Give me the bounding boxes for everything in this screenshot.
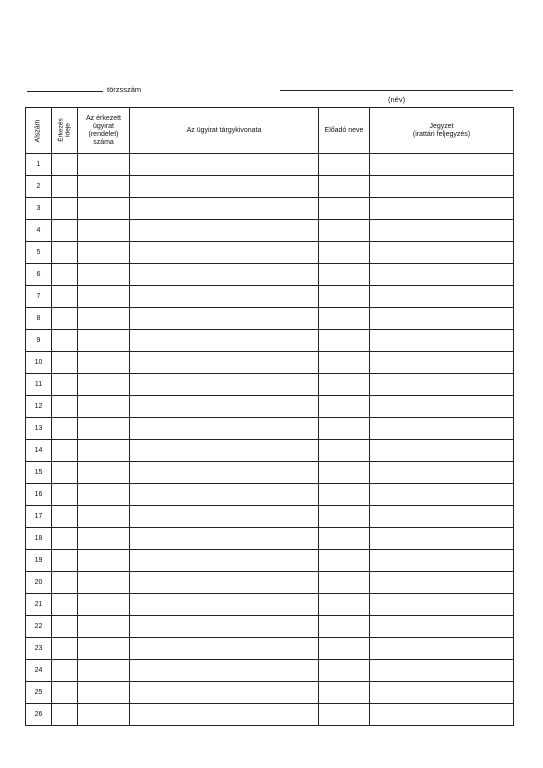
subject-cell[interactable]	[130, 440, 319, 462]
table-row	[26, 352, 514, 374]
col-header-ugyirat	[78, 108, 130, 154]
row-number-cell: 7	[26, 286, 52, 308]
table-row	[26, 528, 514, 550]
document-number-cell[interactable]	[78, 528, 130, 550]
document-number-cell[interactable]	[78, 682, 130, 704]
officer-cell[interactable]	[319, 220, 370, 242]
officer-cell[interactable]	[319, 176, 370, 198]
document-number-cell[interactable]	[78, 506, 130, 528]
table-row	[26, 440, 514, 462]
row-number-cell: 20	[26, 572, 52, 594]
note-cell[interactable]	[370, 462, 514, 484]
arrival-date-cell[interactable]	[52, 352, 78, 374]
officer-cell[interactable]	[319, 440, 370, 462]
arrival-date-cell[interactable]	[52, 506, 78, 528]
arrival-date-cell[interactable]	[52, 374, 78, 396]
arrival-date-cell[interactable]	[52, 638, 78, 660]
row-number-cell: 10	[26, 352, 52, 374]
row-number-cell: 3	[26, 198, 52, 220]
officer-cell[interactable]	[319, 352, 370, 374]
subject-cell[interactable]	[130, 704, 319, 726]
col-header-alszam	[26, 108, 52, 154]
alszam-label: Alszám	[34, 119, 42, 142]
subject-cell[interactable]	[130, 198, 319, 220]
col-header-erkezes	[52, 108, 78, 154]
document-number-cell[interactable]	[78, 330, 130, 352]
officer-cell[interactable]	[319, 528, 370, 550]
torzsszam-label: törzsszám	[107, 85, 142, 94]
table-row	[26, 396, 514, 418]
table-row	[26, 176, 514, 198]
note-cell[interactable]	[370, 374, 514, 396]
note-cell[interactable]	[370, 638, 514, 660]
arrival-date-cell[interactable]	[52, 528, 78, 550]
table-row	[26, 308, 514, 330]
note-cell[interactable]	[370, 154, 514, 176]
arrival-date-cell[interactable]	[52, 330, 78, 352]
arrival-date-cell[interactable]	[52, 594, 78, 616]
document-number-cell[interactable]	[78, 440, 130, 462]
arrival-date-cell[interactable]	[52, 242, 78, 264]
row-number-cell: 5	[26, 242, 52, 264]
table-header-row	[26, 108, 514, 154]
subject-cell[interactable]	[130, 506, 319, 528]
table-row	[26, 704, 514, 726]
row-number-cell: 17	[26, 506, 52, 528]
table-row	[26, 594, 514, 616]
document-number-cell[interactable]	[78, 154, 130, 176]
note-cell[interactable]	[370, 660, 514, 682]
erkezes-line2: ideje	[64, 123, 72, 137]
row-number-cell: 4	[26, 220, 52, 242]
note-cell[interactable]	[370, 198, 514, 220]
note-cell[interactable]	[370, 418, 514, 440]
note-cell[interactable]	[370, 330, 514, 352]
note-cell[interactable]	[370, 572, 514, 594]
document-number-cell[interactable]	[78, 418, 130, 440]
arrival-date-cell[interactable]	[52, 286, 78, 308]
arrival-date-cell[interactable]	[52, 616, 78, 638]
row-number-cell: 1	[26, 154, 52, 176]
table-row	[26, 242, 514, 264]
table-row	[26, 198, 514, 220]
officer-cell[interactable]	[319, 616, 370, 638]
subject-cell[interactable]	[130, 550, 319, 572]
subject-cell[interactable]	[130, 572, 319, 594]
officer-cell[interactable]	[319, 154, 370, 176]
document-number-cell[interactable]	[78, 396, 130, 418]
arrival-date-cell[interactable]	[52, 264, 78, 286]
officer-cell[interactable]	[319, 462, 370, 484]
subject-cell[interactable]	[130, 484, 319, 506]
document-number-cell[interactable]	[78, 264, 130, 286]
arrival-date-cell[interactable]	[52, 220, 78, 242]
document-number-cell[interactable]	[78, 484, 130, 506]
arrival-date-cell[interactable]	[52, 308, 78, 330]
arrival-date-cell[interactable]	[52, 572, 78, 594]
subject-cell[interactable]	[130, 264, 319, 286]
document-number-cell[interactable]	[78, 308, 130, 330]
table-row	[26, 484, 514, 506]
table-row	[26, 264, 514, 286]
officer-cell[interactable]	[319, 550, 370, 572]
arrival-date-cell[interactable]	[52, 704, 78, 726]
erkezes-line1: Érkezés	[57, 118, 65, 142]
note-cell[interactable]	[370, 264, 514, 286]
torzsszam-line[interactable]	[27, 91, 103, 92]
note-cell[interactable]	[370, 286, 514, 308]
ugyirat-line1: Az érkezett	[85, 114, 121, 122]
table-row	[26, 462, 514, 484]
row-number-cell: 24	[26, 660, 52, 682]
arrival-date-cell[interactable]	[52, 198, 78, 220]
col-header-eloado: Előadó neve	[319, 108, 370, 154]
document-number-cell[interactable]	[78, 286, 130, 308]
officer-cell[interactable]	[319, 286, 370, 308]
document-number-cell[interactable]	[78, 462, 130, 484]
subject-cell[interactable]	[130, 616, 319, 638]
subject-cell[interactable]	[130, 374, 319, 396]
table-row	[26, 374, 514, 396]
row-number-cell: 9	[26, 330, 52, 352]
note-cell[interactable]	[370, 352, 514, 374]
table-row	[26, 220, 514, 242]
subject-cell[interactable]	[130, 396, 319, 418]
officer-cell[interactable]	[319, 198, 370, 220]
erkezes-label	[57, 118, 71, 141]
officer-cell[interactable]	[319, 682, 370, 704]
table-row	[26, 506, 514, 528]
jegyzet-line1: Jegyzet	[429, 122, 454, 130]
document-number-cell[interactable]	[78, 660, 130, 682]
row-number-cell: 16	[26, 484, 52, 506]
note-cell[interactable]	[370, 528, 514, 550]
subject-cell[interactable]	[130, 528, 319, 550]
subject-cell[interactable]	[130, 154, 319, 176]
arrival-date-cell[interactable]	[52, 396, 78, 418]
document-number-cell[interactable]	[78, 616, 130, 638]
officer-cell[interactable]	[319, 660, 370, 682]
subject-cell[interactable]	[130, 594, 319, 616]
arrival-date-cell[interactable]	[52, 176, 78, 198]
document-number-cell[interactable]	[78, 220, 130, 242]
officer-cell[interactable]	[319, 506, 370, 528]
row-number-cell: 12	[26, 396, 52, 418]
officer-cell[interactable]	[319, 396, 370, 418]
document-number-cell[interactable]	[78, 374, 130, 396]
note-cell[interactable]	[370, 440, 514, 462]
note-cell[interactable]	[370, 682, 514, 704]
table-row	[26, 682, 514, 704]
arrival-date-cell[interactable]	[52, 484, 78, 506]
name-line[interactable]	[280, 90, 513, 91]
officer-cell[interactable]	[319, 330, 370, 352]
officer-cell[interactable]	[319, 308, 370, 330]
row-number-cell: 13	[26, 418, 52, 440]
subject-cell[interactable]	[130, 352, 319, 374]
subject-cell[interactable]	[130, 418, 319, 440]
document-number-cell[interactable]	[78, 176, 130, 198]
arrival-date-cell[interactable]	[52, 550, 78, 572]
name-label: (név)	[388, 95, 406, 104]
note-cell[interactable]	[370, 176, 514, 198]
note-cell[interactable]	[370, 484, 514, 506]
row-number-cell: 18	[26, 528, 52, 550]
subject-cell[interactable]	[130, 638, 319, 660]
table-row	[26, 154, 514, 176]
row-number-cell: 19	[26, 550, 52, 572]
document-number-cell[interactable]	[78, 550, 130, 572]
ugyirat-line4: száma	[93, 138, 114, 146]
note-cell[interactable]	[370, 506, 514, 528]
officer-cell[interactable]	[319, 264, 370, 286]
table-row	[26, 330, 514, 352]
subject-cell[interactable]	[130, 242, 319, 264]
register-rows	[26, 154, 514, 726]
subject-cell[interactable]	[130, 660, 319, 682]
row-number-cell: 6	[26, 264, 52, 286]
note-cell[interactable]	[370, 704, 514, 726]
officer-cell[interactable]	[319, 242, 370, 264]
row-number-cell: 14	[26, 440, 52, 462]
table-row	[26, 572, 514, 594]
arrival-date-cell[interactable]	[52, 682, 78, 704]
document-number-cell[interactable]	[78, 704, 130, 726]
arrival-date-cell[interactable]	[52, 440, 78, 462]
note-cell[interactable]	[370, 220, 514, 242]
officer-cell[interactable]	[319, 638, 370, 660]
note-cell[interactable]	[370, 594, 514, 616]
officer-cell[interactable]	[319, 374, 370, 396]
document-number-cell[interactable]	[78, 594, 130, 616]
subject-cell[interactable]	[130, 176, 319, 198]
officer-cell[interactable]	[319, 484, 370, 506]
document-number-cell[interactable]	[78, 198, 130, 220]
col-header-targykivonat: Az ügyirat tárgykivonata	[130, 108, 319, 154]
subject-cell[interactable]	[130, 330, 319, 352]
officer-cell[interactable]	[319, 572, 370, 594]
table-row	[26, 616, 514, 638]
table-row	[26, 286, 514, 308]
row-number-cell: 21	[26, 594, 52, 616]
arrival-date-cell[interactable]	[52, 660, 78, 682]
note-cell[interactable]	[370, 396, 514, 418]
arrival-date-cell[interactable]	[52, 154, 78, 176]
document-number-cell[interactable]	[78, 572, 130, 594]
subject-cell[interactable]	[130, 286, 319, 308]
note-cell[interactable]	[370, 242, 514, 264]
officer-cell[interactable]	[319, 594, 370, 616]
subject-cell[interactable]	[130, 220, 319, 242]
note-cell[interactable]	[370, 616, 514, 638]
jegyzet-line2: (irattári feljegyzés)	[412, 130, 471, 138]
row-number-cell: 11	[26, 374, 52, 396]
table-row	[26, 418, 514, 440]
subject-cell[interactable]	[130, 462, 319, 484]
arrival-date-cell[interactable]	[52, 418, 78, 440]
col-header-jegyzet	[370, 108, 514, 154]
row-number-cell: 2	[26, 176, 52, 198]
row-number-cell: 23	[26, 638, 52, 660]
note-cell[interactable]	[370, 550, 514, 572]
arrival-date-cell[interactable]	[52, 462, 78, 484]
note-cell[interactable]	[370, 308, 514, 330]
subject-cell[interactable]	[130, 682, 319, 704]
subject-cell[interactable]	[130, 308, 319, 330]
row-number-cell: 26	[26, 704, 52, 726]
row-number-cell: 8	[26, 308, 52, 330]
row-number-cell: 25	[26, 682, 52, 704]
officer-cell[interactable]	[319, 704, 370, 726]
table-row	[26, 660, 514, 682]
table-row	[26, 638, 514, 660]
document-number-cell[interactable]	[78, 242, 130, 264]
row-number-cell: 15	[26, 462, 52, 484]
document-number-cell[interactable]	[78, 352, 130, 374]
ugyirat-line3: (rendelet)	[88, 130, 119, 138]
register-table	[25, 107, 514, 726]
ugyirat-line2: ügyirat	[92, 122, 114, 130]
table-row	[26, 550, 514, 572]
officer-cell[interactable]	[319, 418, 370, 440]
row-number-cell: 22	[26, 616, 52, 638]
document-number-cell[interactable]	[78, 638, 130, 660]
